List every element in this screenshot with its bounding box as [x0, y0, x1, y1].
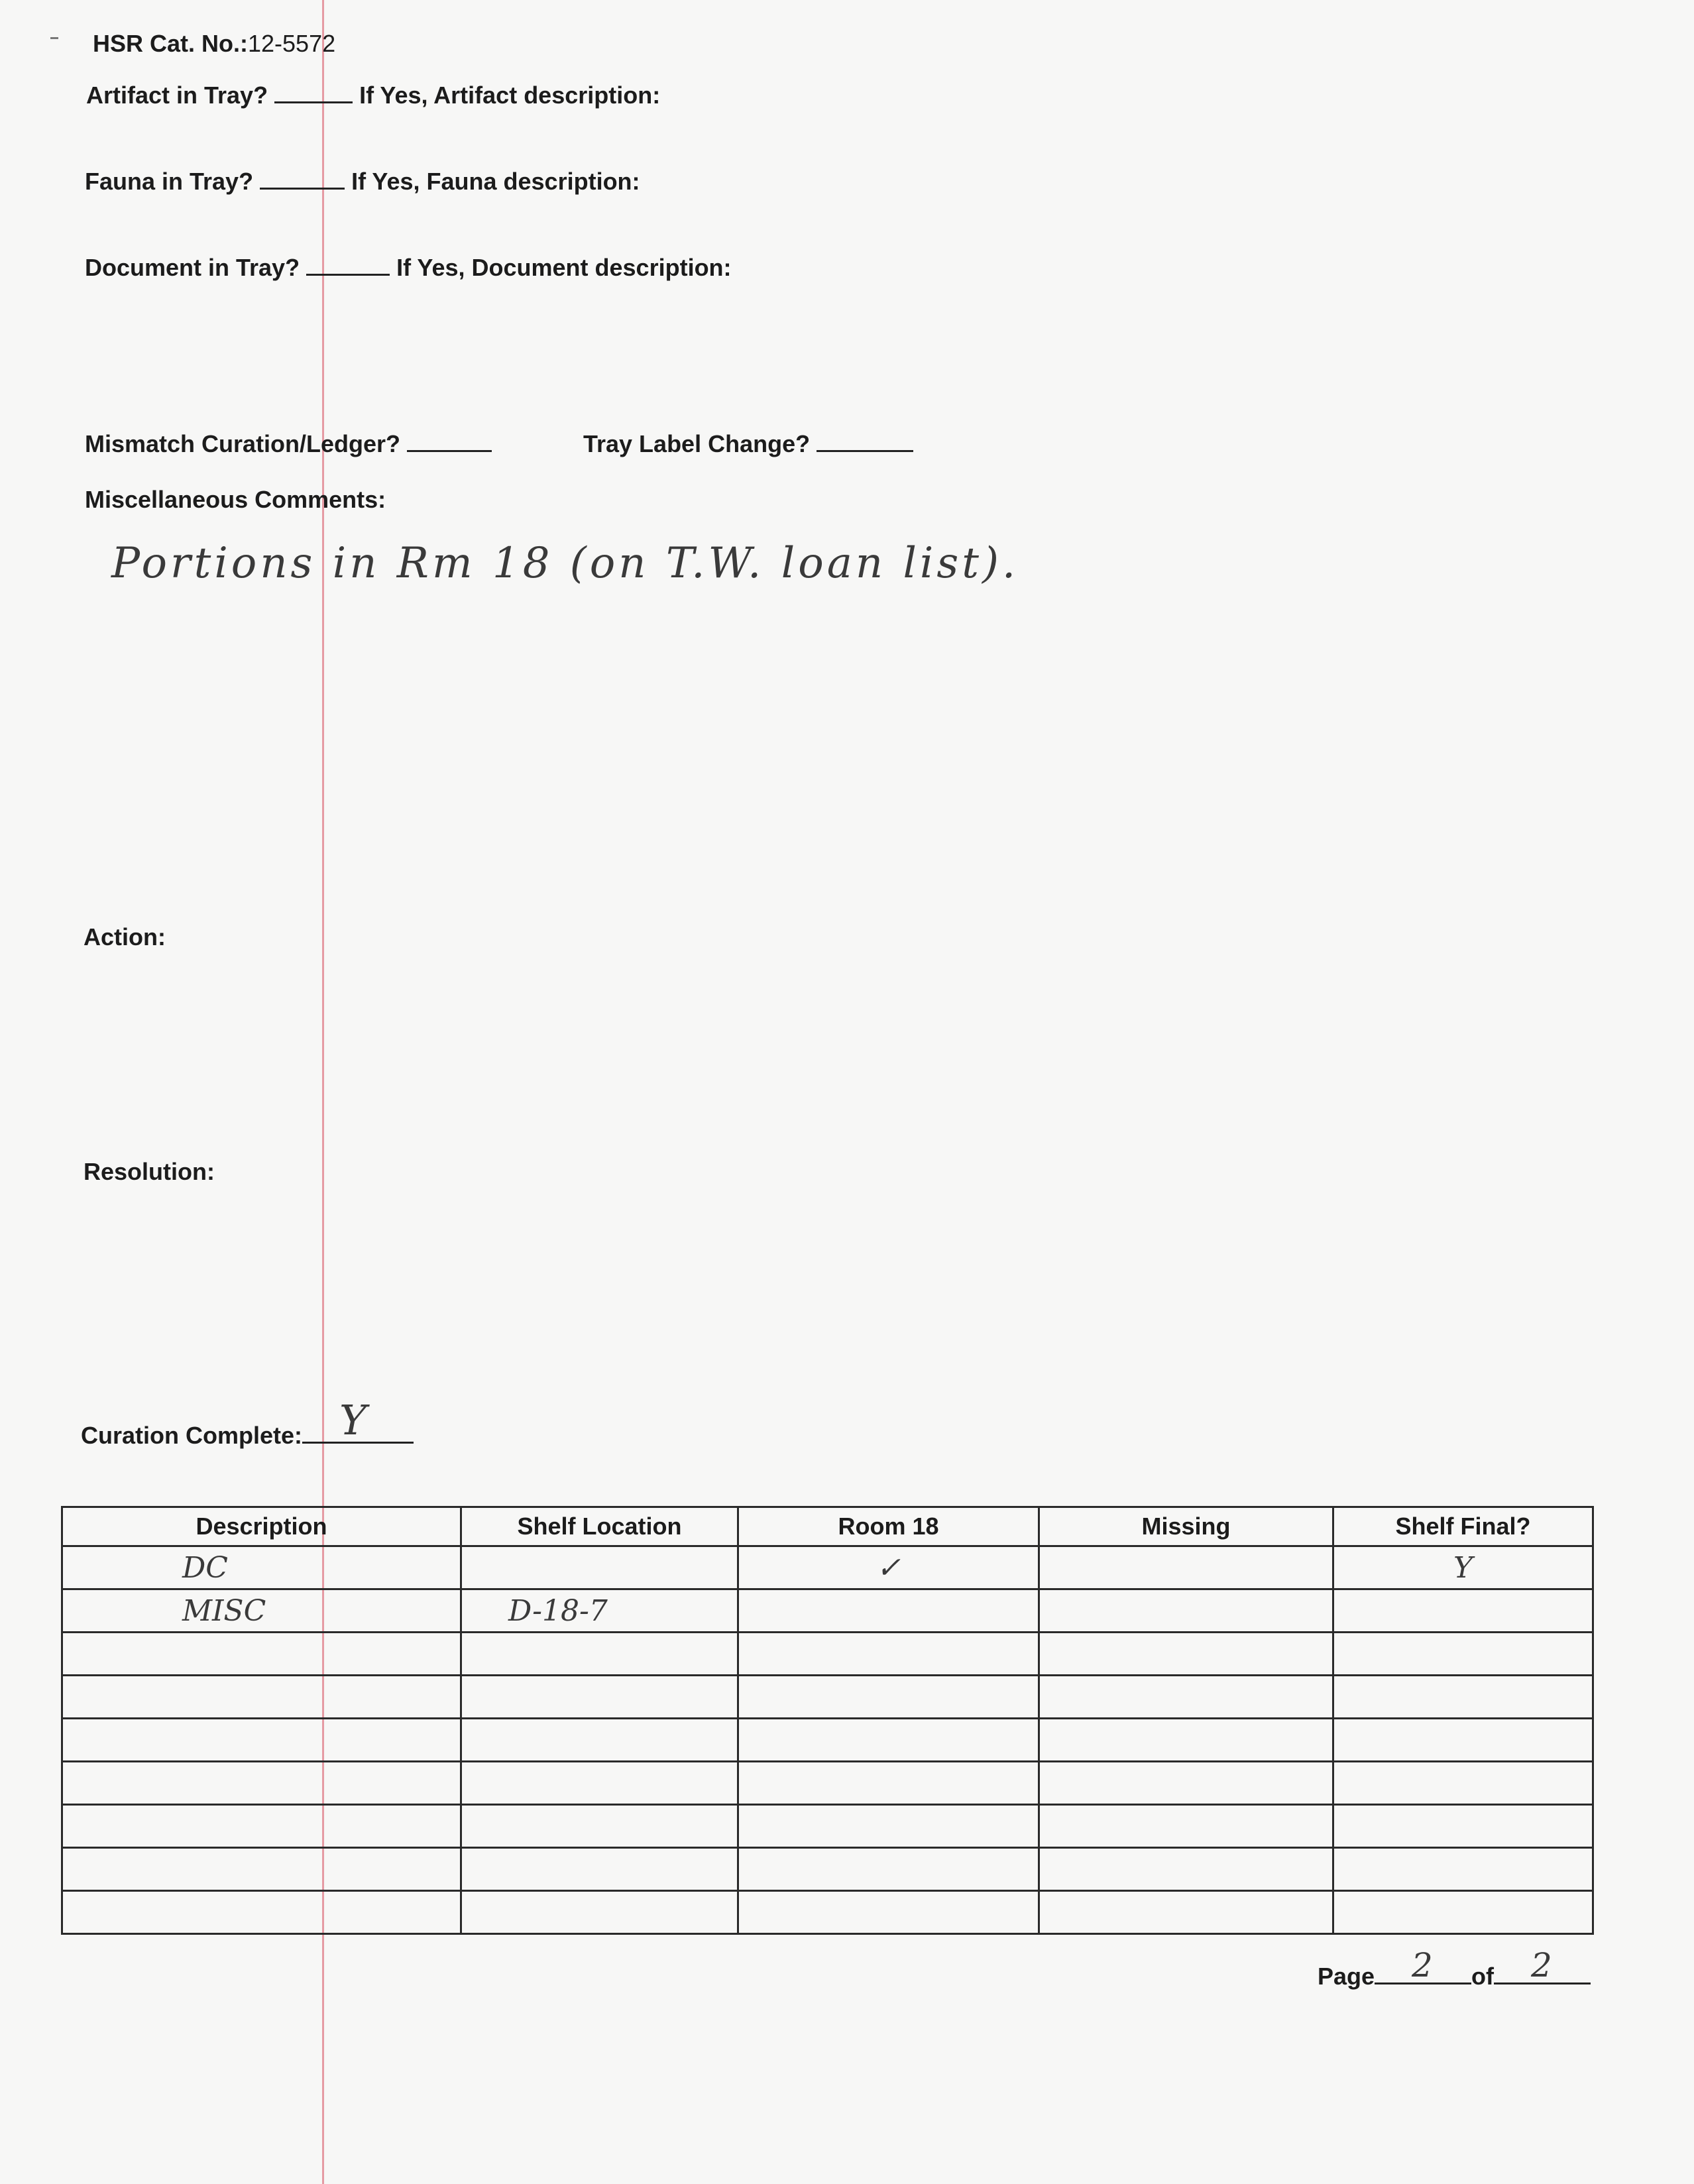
shelf-location-cell[interactable]: [461, 1633, 738, 1676]
page-total-value: 2: [1531, 1946, 1552, 1984]
page-total-blank[interactable]: [1494, 1946, 1591, 1984]
room-18-cell[interactable]: [738, 1676, 1039, 1719]
description-cell[interactable]: [62, 1633, 461, 1676]
column-header-description: Description: [62, 1507, 461, 1546]
document-answer-blank[interactable]: [306, 255, 390, 276]
shelf-location-cell[interactable]: [461, 1762, 738, 1805]
description-cell[interactable]: [62, 1848, 461, 1891]
curation-complete-value: Y: [339, 1396, 367, 1444]
table-row: [62, 1589, 1593, 1633]
missing-cell[interactable]: [1039, 1762, 1333, 1805]
room-18-cell[interactable]: [738, 1891, 1039, 1934]
shelf-final-cell[interactable]: [1333, 1589, 1593, 1633]
shelf-location-cell[interactable]: [461, 1848, 738, 1891]
missing-cell[interactable]: [1039, 1848, 1333, 1891]
room-18-cell[interactable]: [738, 1848, 1039, 1891]
misc-comments-value: Portions in Rm 18 (on T.W. loan list).: [111, 539, 1019, 588]
fauna-answer-blank[interactable]: [260, 168, 345, 190]
of-label: of: [1471, 1962, 1495, 1990]
shelf-final-cell[interactable]: Y: [1333, 1546, 1593, 1589]
shelf-location-cell[interactable]: [461, 1546, 738, 1589]
fauna-description-label: If Yes, Fauna description:: [351, 167, 640, 195]
table-row: [62, 1891, 1593, 1934]
shelf-final-cell[interactable]: [1333, 1848, 1593, 1891]
missing-cell[interactable]: [1039, 1719, 1333, 1762]
fauna-label: Fauna in Tray?: [85, 167, 254, 195]
room-18-cell[interactable]: [738, 1633, 1039, 1676]
tray-label-change-blank[interactable]: [817, 431, 913, 452]
table-row: [62, 1762, 1593, 1805]
tray-label-change-label: Tray Label Change?: [583, 430, 811, 457]
room-18-cell[interactable]: [738, 1719, 1039, 1762]
description-cell[interactable]: [62, 1762, 461, 1805]
missing-cell[interactable]: [1039, 1589, 1333, 1633]
page-number-blank[interactable]: [1375, 1946, 1471, 1984]
page-count-row: [1318, 1946, 1591, 1990]
missing-cell[interactable]: [1039, 1891, 1333, 1934]
shelf-location-cell[interactable]: [461, 1891, 738, 1934]
shelf-location-cell[interactable]: [461, 1805, 738, 1848]
shelf-final-cell[interactable]: [1333, 1633, 1593, 1676]
catalog-number: [93, 32, 335, 56]
column-header-shelf-final: Shelf Final?: [1333, 1507, 1593, 1546]
shelf-location-cell[interactable]: [461, 1719, 738, 1762]
artifact-description-label: If Yes, Artifact description:: [359, 81, 661, 109]
misc-comments-label: Miscellaneous Comments:: [85, 486, 386, 513]
catalog-number-label: HSR Cat. No.:: [93, 30, 248, 57]
table-row: [62, 1805, 1593, 1848]
description-cell[interactable]: [62, 1805, 461, 1848]
room-18-cell[interactable]: [738, 1762, 1039, 1805]
description-cell[interactable]: DC: [62, 1546, 461, 1589]
room-18-cell[interactable]: [738, 1805, 1039, 1848]
document-label: Document in Tray?: [85, 253, 300, 281]
shelf-final-cell[interactable]: [1333, 1676, 1593, 1719]
shelf-final-cell[interactable]: [1333, 1719, 1593, 1762]
curation-complete-label: Curation Complete:: [81, 1421, 303, 1449]
table-row: [62, 1633, 1593, 1676]
catalog-number-value: 12-5572: [248, 30, 336, 57]
corner-mark: [50, 37, 58, 39]
tray-label-change-row: [583, 431, 913, 456]
table-row: [62, 1719, 1593, 1762]
table-header-row: [62, 1507, 1593, 1546]
shelf-location-cell[interactable]: [461, 1676, 738, 1719]
room-18-cell[interactable]: [738, 1589, 1039, 1633]
missing-cell[interactable]: [1039, 1633, 1333, 1676]
room-18-cell[interactable]: ✓: [738, 1546, 1039, 1589]
mismatch-row: [85, 431, 492, 456]
mismatch-label: Mismatch Curation/Ledger?: [85, 430, 401, 457]
missing-cell[interactable]: [1039, 1676, 1333, 1719]
table-row: [62, 1676, 1593, 1719]
description-cell[interactable]: [62, 1719, 461, 1762]
mismatch-answer-blank[interactable]: [407, 431, 492, 452]
inventory-table: [61, 1506, 1594, 1935]
column-header-room-18: Room 18: [738, 1507, 1039, 1546]
artifact-answer-blank[interactable]: [274, 82, 353, 103]
shelf-final-cell[interactable]: [1333, 1762, 1593, 1805]
description-cell[interactable]: [62, 1676, 461, 1719]
missing-cell[interactable]: [1039, 1546, 1333, 1589]
action-label: Action:: [84, 923, 166, 950]
table-row: [62, 1546, 1593, 1589]
artifact-row: [86, 82, 660, 107]
column-header-missing: Missing: [1039, 1507, 1333, 1546]
table-row: [62, 1848, 1593, 1891]
resolution-label: Resolution:: [84, 1158, 215, 1185]
document-row: [85, 255, 732, 280]
page-number-value: 2: [1412, 1946, 1433, 1984]
column-header-shelf-location: Shelf Location: [461, 1507, 738, 1546]
document-description-label: If Yes, Document description:: [396, 253, 732, 281]
description-cell[interactable]: [62, 1891, 461, 1934]
curation-complete-row: [81, 1396, 414, 1449]
shelf-location-cell[interactable]: D-18-7: [461, 1589, 738, 1633]
artifact-label: Artifact in Tray?: [86, 81, 268, 109]
curation-complete-blank[interactable]: [302, 1396, 414, 1444]
missing-cell[interactable]: [1039, 1805, 1333, 1848]
shelf-final-cell[interactable]: [1333, 1805, 1593, 1848]
shelf-final-cell[interactable]: [1333, 1891, 1593, 1934]
fauna-row: [85, 168, 640, 194]
page-label: Page: [1318, 1962, 1375, 1990]
description-cell[interactable]: MISC: [62, 1589, 461, 1633]
